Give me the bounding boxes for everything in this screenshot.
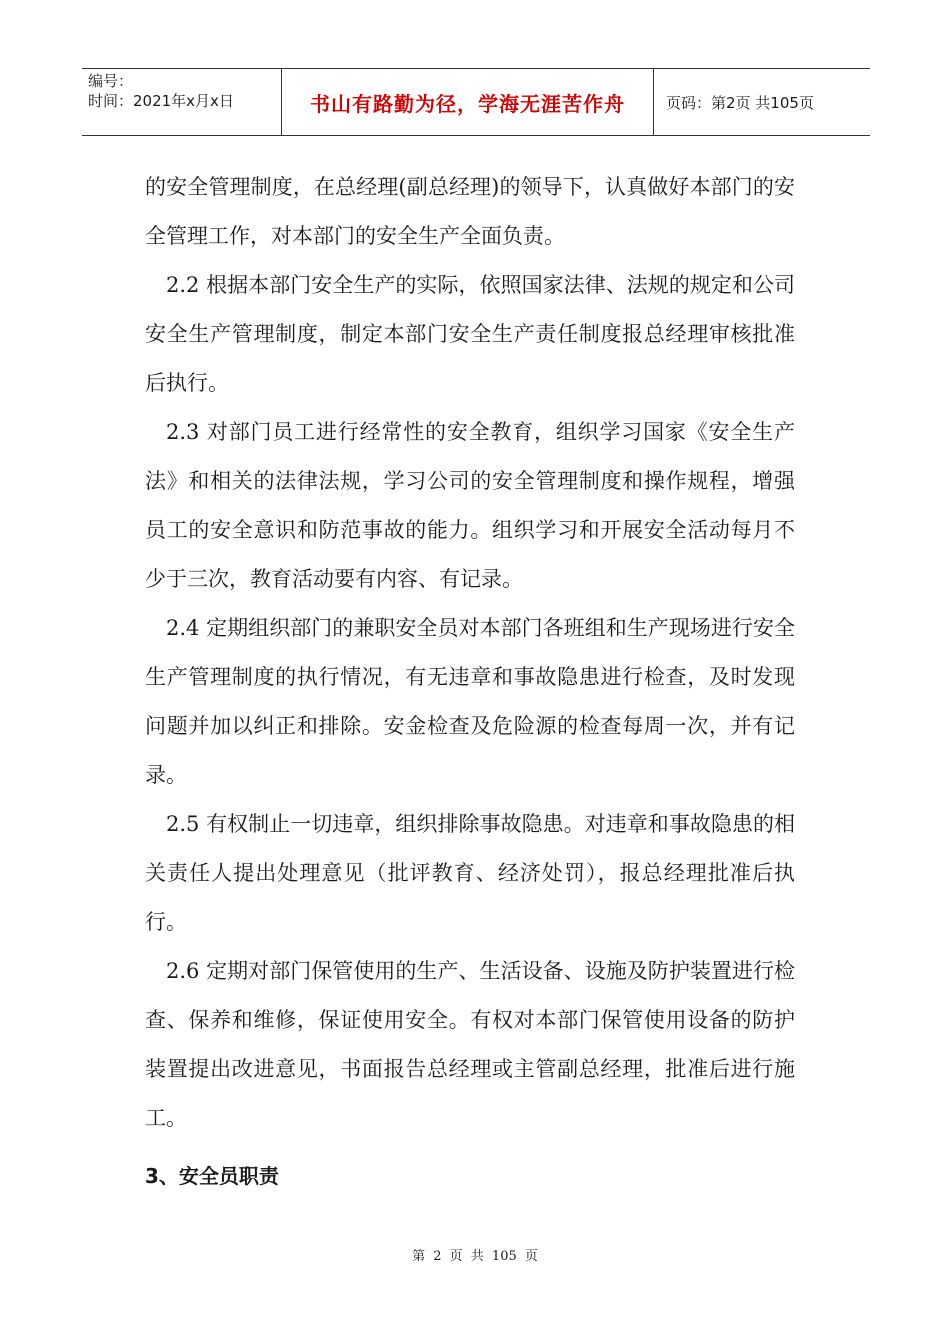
header-motto-cell [282, 69, 654, 135]
section-heading: 3、安全员职责 [145, 1164, 279, 1188]
header-meta [82, 69, 282, 135]
paragraph-continuation: 的安全管理制度，在总经理(副总经理)的领导下，认真做好本部门的安全管理工作，对本部门的安全生产全面负责。 [145, 175, 795, 248]
header-page-code: 页码：第2页 共105页 [666, 93, 814, 112]
paragraph-2-6: 2.6 定期对部门保管使用的生产、生活设备、设施及防护装置进行检查、保养和维修，保证使用安全。有权对本部门保管使用设备的防护装置提出改进意见，书面报告总经理或主管副总经理，批准后进行施工。 [145, 959, 795, 1130]
paragraph-2-4: 2.4 定期组织部门的兼职安全员对本部门各班组和生产现场进行安全生产管理制度的执行情况，有无违章和事故隐患进行检查，及时发现问题并加以纠正和排除。安金检查及危险源的检查每周一次，并有记录。 [145, 616, 795, 787]
header-motto: 书山有路勤为径，学海无涯苦作舟 [310, 91, 625, 116]
document-body [145, 163, 795, 1143]
page-header [82, 68, 870, 136]
document-time-label: 时间：2021年x月x日 [88, 92, 234, 110]
document-number-label: 编号： [88, 72, 134, 90]
paragraph-2-5: 2.5 有权制止一切违章，组织排除事故隐患。对违章和事故隐患的相关责任人提出处理意见（批评教育、经济处罚），报总经理批准后执行。 [145, 812, 795, 934]
paragraph-2-2: 2.2 根据本部门安全生产的实际，依照国家法律、法规的规定和公司安全生产管理制度，制定本部门安全生产责任制度报总经理审核批准后执行。 [145, 273, 795, 395]
paragraph-2-3: 2.3 对部门员工进行经常性的安全教育，组织学习国家《安全生产法》和相关的法律法规，学习公司的安全管理制度和操作规程，增强员工的安全意识和防范事故的能力。组织学习和开展安全活动每月不少于三次，教育活动要有内容、有记录。 [145, 420, 795, 591]
page-footer: 第 2 页 共 105 页 [412, 1249, 538, 1264]
